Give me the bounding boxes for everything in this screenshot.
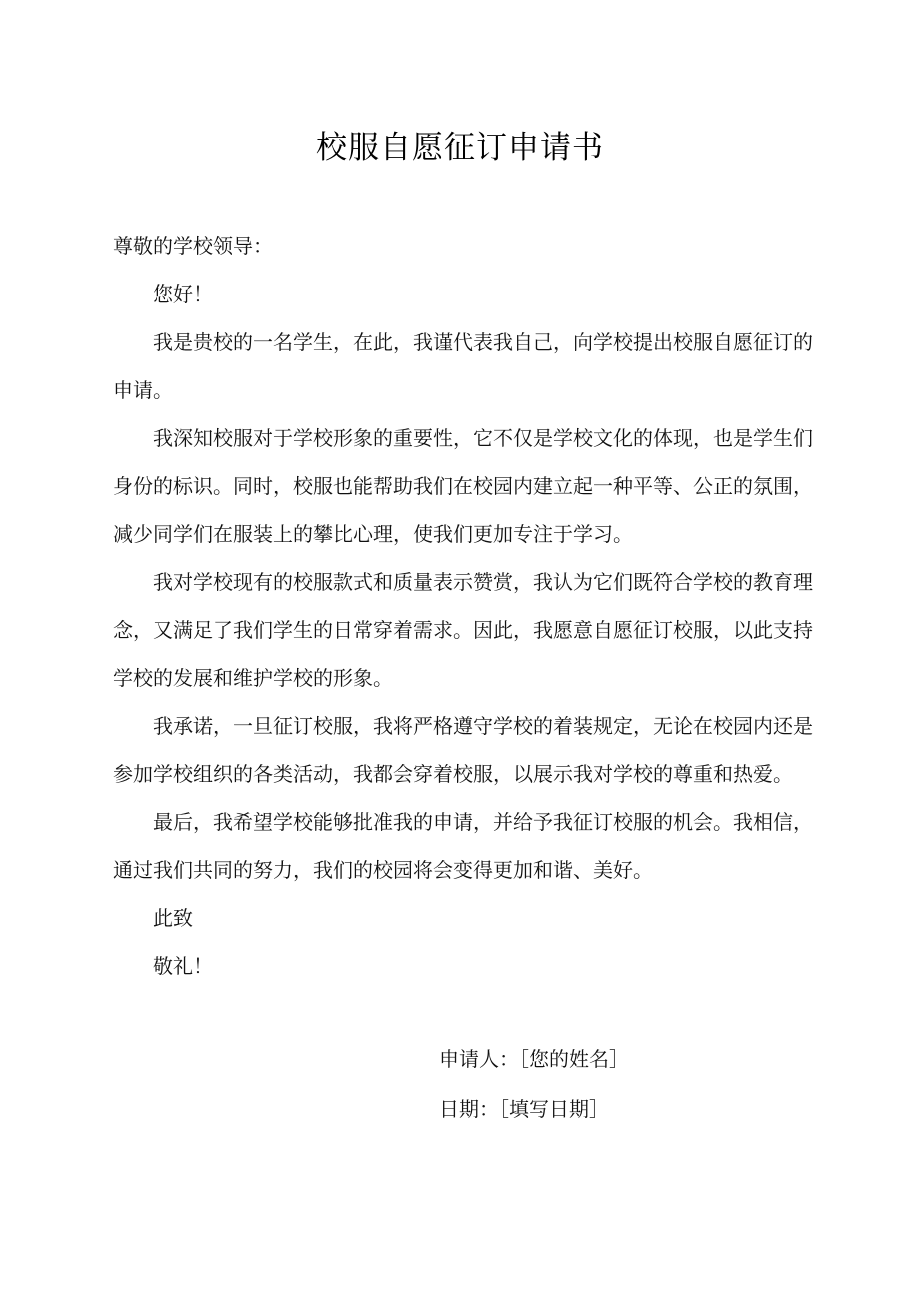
paragraph-2: 我深知校服对于学校形象的重要性，它不仅是学校文化的体现，也是学生们身份的标识。同时，校服也能帮助我们在校园内建立起一种平等、公正的氛围，减少同学们在服装上的攀比心理，使我们更加专注于学习。 <box>113 426 813 546</box>
paragraph-5: 最后，我希望学校能够批准我的申请，并给予我征订校服的机会。我相信，通过我们共同的努力，我们的校园将会变得更加和谐、美好。 <box>113 810 813 882</box>
greeting: 您好！ <box>153 282 213 306</box>
paragraph-4: 我承诺，一旦征订校服，我将严格遵守学校的着装规定，无论在校园内还是参加学校组织的各类活动，我都会穿着校服，以展示我对学校的尊重和热爱。 <box>113 714 813 786</box>
letter-body <box>113 222 813 990</box>
applicant-signature-line: 申请人：［您的姓名］ <box>439 1047 629 1071</box>
salutation: 尊敬的学校领导： <box>113 234 273 258</box>
paragraph-1: 我是贵校的一名学生，在此，我谨代表我自己，向学校提出校服自愿征订的申请。 <box>113 330 813 402</box>
paragraph-3: 我对学校现有的校服款式和质量表示赞赏，我认为它们既符合学校的教育理念，又满足了我们学生的日常穿着需求。因此，我愿意自愿征订校服，以此支持学校的发展和维护学校的形象。 <box>113 570 813 690</box>
date-line: 日期：［填写日期］ <box>439 1097 609 1121</box>
closing-cizhi: 此致 <box>153 906 193 930</box>
document-title: 校服自愿征订申请书 <box>316 130 604 166</box>
closing-jingli: 敬礼！ <box>153 954 213 978</box>
